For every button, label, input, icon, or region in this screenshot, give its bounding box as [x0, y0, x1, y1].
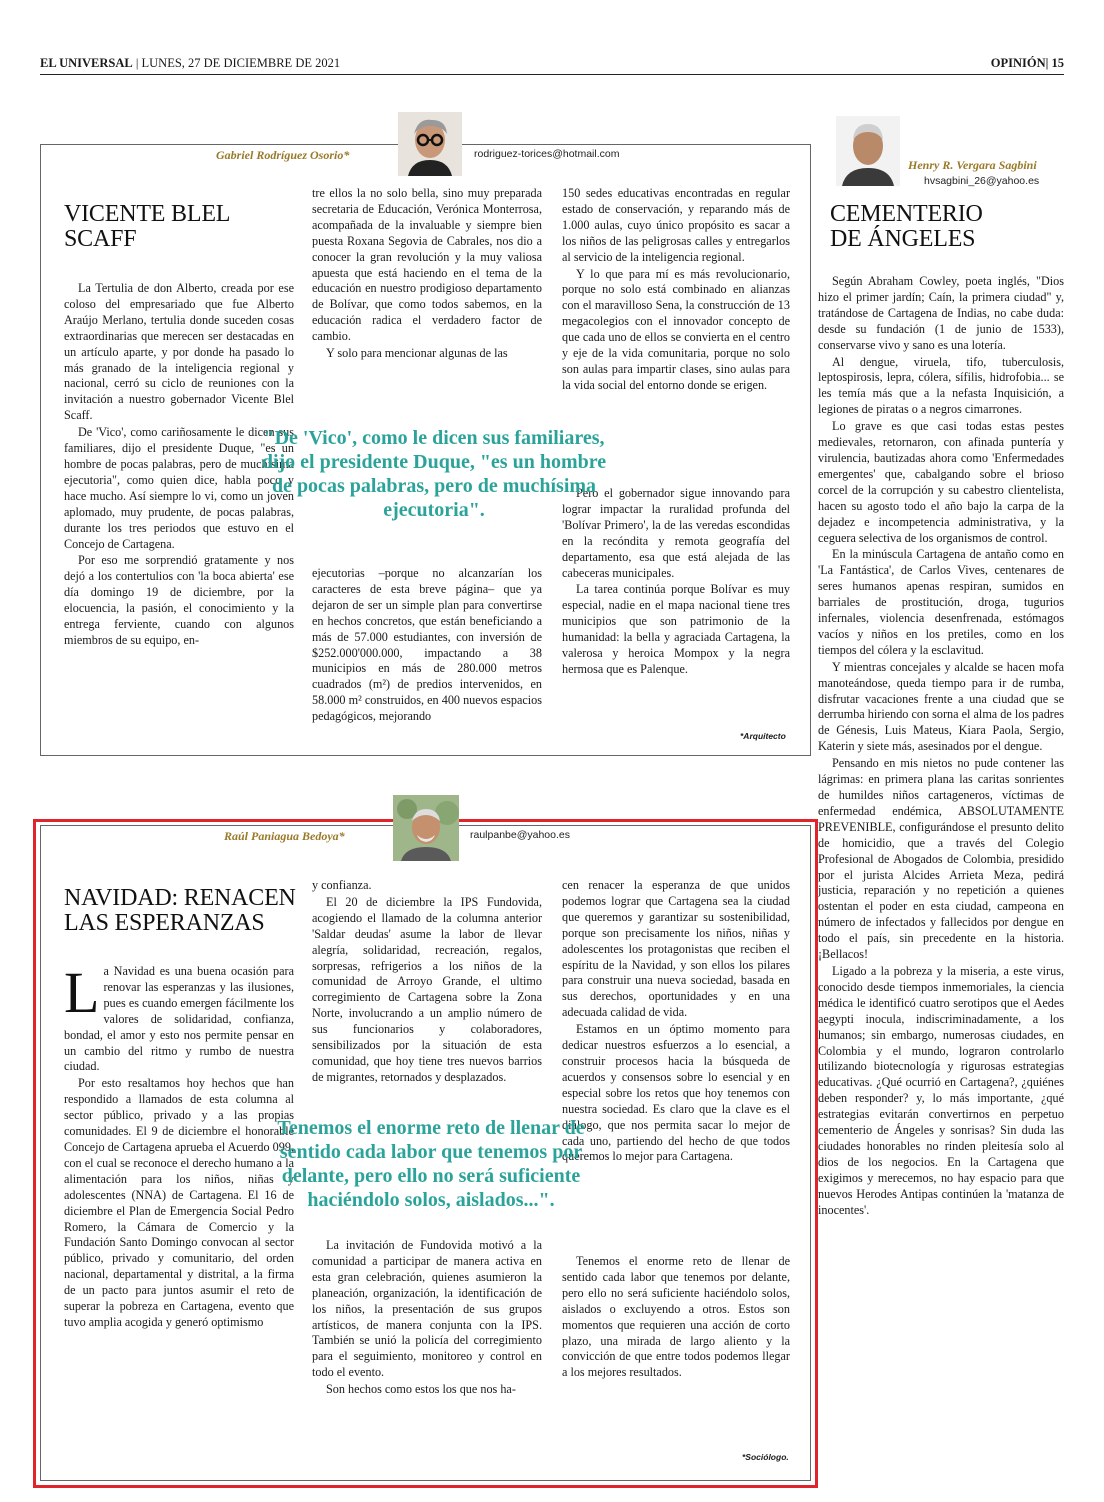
article-column	[312, 186, 542, 408]
article-column	[562, 878, 790, 1164]
article-column	[818, 274, 1064, 1488]
paragraph: Son hechos como estos los que nos ha-	[326, 1382, 516, 1397]
author-email: rodriguez-torices@hotmail.com	[474, 148, 620, 160]
paragraph: Pero el gobernador sigue innovando para lograr impactar la ruralidad profunda del 'Bolívar Primero', la de las veredas escondidas en la recóndita y remota geografía del departamento, esa que está alejada de las cabeceras municipales.	[562, 486, 790, 580]
article-column	[312, 878, 542, 1108]
author-signature: *Sociólogo.	[742, 1452, 789, 1462]
paragraph: Y solo para mencionar algunas de las	[326, 346, 508, 361]
paragraph: y confianza.	[312, 878, 372, 892]
article-column	[562, 1254, 790, 1450]
pull-quote: "De 'Vico', como le dicen sus familiares, dijo el presidente Duque, "es un hombre de pocas palabras, pero de muchísima ejecutoria".	[261, 427, 607, 521]
paragraph: 150 sedes educativas encontradas en regular estado de conservación, y reparando más de 1.000 aulas, cuyo único propósito es sacar a los niños de las peligrosas calles y entregarlos al servicio de la inteligencia regional.	[562, 186, 790, 264]
headline-line: CEMENTERIO	[830, 201, 983, 227]
paragraph	[64, 960, 294, 1075]
article-column	[312, 566, 542, 744]
pull-quote: Tenemos el enorme reto de llenar de sentido cada labor que tenemos por delante, pero ello no será suficiente haciéndolo solos, aislados...".	[277, 1117, 585, 1211]
headline-line: SCAFF	[64, 226, 137, 252]
masthead-rule	[40, 74, 1064, 75]
headline	[830, 202, 1060, 252]
headline	[64, 886, 304, 936]
paragraph: tre ellos la no solo bella, sino muy preparada secretaria de Educación, Verónica Monterrosa, acompañada de la invaluable y siempre bien puesta Roxana Segovia de Cabrales, nos dio a conocer la gran revolución y la muy valiosa apuesta que está haciendo en el tema de la educación en nuestro prodigioso departamento de Bolívar, que como todos sabemos, en la educación radica el verdadero factor de cambio.	[312, 186, 542, 344]
author-name: Henry R. Vergara Sagbini	[908, 158, 1037, 172]
author-email: hvsagbini_26@yahoo.es	[924, 175, 1040, 187]
drop-cap: L	[64, 960, 100, 1025]
paragraph: Según Abraham Cowley, poeta inglés, "Dios hizo el primer jardín; Caín, la primera ciudad" y, tratándose de Cartagena de Indias, no cabe duda: desde su fundación (1 de junio de 1533), conservarse vivo y sano es una lotería.	[818, 274, 1064, 352]
paragraph: Por eso me sorprendió gratamente y nos dejó a los contertulios con 'la boca abierta' ese día domingo 19 de diciembre, por la elocuencia, la pasión, el conocimiento y la entrega ferviente, cuando con algunos miembros de su equipo, en-	[64, 553, 294, 647]
paragraph: Tenemos el enorme reto de llenar de sentido cada labor que tenemos por delante, pero ello no será suficiente haciéndolo solos, aislados o excluyendo a otros. Estos son momentos que requieren una acción de corto plazo, una mirada de largo aliento y la convicción de que entre todos podemos llegar a los mejores resultados.	[562, 1254, 790, 1380]
paragraph: Estamos en un óptimo momento para dedicar nuestros esfuerzos a lo esencial, a construir procesos hacia la búsqueda de acuerdos y consensos sobre lo esencial y en especial sobre los retos que hoy tenemos con nuestra sociedad. Es claro que la clave es el diálogo, que nos permita sacar lo mejor de cada uno, partiendo del hecho de que todos queremos lo mejor para Cartagena.	[562, 1022, 790, 1164]
author-signature: *Arquitecto	[740, 731, 786, 741]
paragraph: La invitación de Fundovida motivó a la comunidad a participar de manera activa en esta gran celebración, quienes asumieron la planeación, organización, la identificación de los niños, la presentación de sus grupos artísticos, de manera conjunta con la IPS. También se unió la policía del corregimiento para el seguimiento, monitoreo y control en todo el evento.	[312, 1238, 542, 1380]
paragraph: Pensando en mis nietos no pude contener las lágrimas: en primera plana las caritas sonrientes de humildes niños cartageneros, víctimas de enfermedad endémica, ABSOLUTAMENTE PREVENIBLE, configurándose el presunto delito de homicidio, que a través del Colegio Profesional de Abogados de Colombia, presidido por el jurista Alcides Arrieta Meza, pedirá justicia, reparación y no repetición a quienes ostentan el poder en esta ciudad, campeona en número de infectados y fallecidos por dengue en todo el país, sin precedente en la historia. ¡Bellacos!	[818, 756, 1064, 962]
paragraph: cen renacer la esperanza de que unidos podemos lograr que Cartagena sea la ciudad que queremos y garantizar su sostenibilidad, porque son precisamente los niños, niñas y adolescentes los protagonistas que reciben el espíritu de la Navidad, y son ellos los pilares para construir una nueva sociedad, basada en sus derechos, oportunidades y en una adecuada calidad de vida.	[562, 878, 790, 1020]
author-photo	[398, 112, 462, 176]
paragraph: Por esto resaltamos hoy hechos que han respondido a llamados de esta columna al sector público, privado y a las propias comunidades. El 9 de diciembre el honorable Concejo de Cartagena aprueba el Acuerdo 099, con el cual se reconoce el derecho humano a la alimentación para los niños, niñas y adolescentes (NNA) de Cartagena. El 16 de diciembre el Plan de Emergencia Social Pedro Romero, la Cámara de Comercio y la Fundación Santo Domingo convocan al sector público, privado y comunitario, del orden nacional, departamental y distrital, a la firma de un pacto para juntos asumir el reto de superar la pobreza en Cartagena, evento que tuvo amplia acogida y generó optimismo	[64, 1076, 294, 1329]
edition-date: | LUNES, 27 DE DICIEMBRE DE 2021	[135, 56, 341, 70]
paragraph: Y mientras concejales y alcalde se hacen mofa manoteándose, queda tiempo para ir de rumba, disfrutar vacaciones frente a una ciudad que se derrumba hiriendo con sorna el alma de los padres de Génesis, Luis Mateus, Kiara Paola, Sergio, Katerin y siete más, asesinados por el dengue.	[818, 659, 1064, 754]
article-column	[312, 1238, 542, 1470]
headline	[64, 202, 284, 252]
headline-line: DE ÁNGELES	[830, 226, 976, 252]
author-name: Gabriel Rodríguez Osorio*	[216, 148, 350, 162]
paragraph: En la minúscula Cartagena de antaño como en 'La Fantástica', de Carlos Vives, centenares de seres humanos apenas respiran, sumidos en barriales de prostitución, droga, tugurios infernales, violencia desenfrenada, estómagos vacíos y niños en los pretiles, como en los tiempos del cólera y la esclavitud.	[818, 547, 1064, 657]
headline-line: VICENTE BLEL	[64, 201, 231, 227]
paragraph: Lo grave es que casi todas estas pestes medievales, retornaron, con afinada puntería y virulencia, bautizadas ahora como 'Enfermedades emergentes' que, cabalgando sobre el brioso corcel de la corrupción y su cabestro clientelista, hacen su agosto todo el año bajo la carpa de la dejadez e incompetencia administrativa, y la ceguera selectiva de los organismos de control.	[818, 419, 1064, 545]
author-email: raulpanbe@yahoo.es	[470, 829, 570, 841]
article-column	[562, 486, 790, 726]
paragraph: Al dengue, viruela, tifo, tuberculosis, leptospirosis, lepra, cólera, sífilis, hidrofobia... se les temía más que a la nefasta Inquisición, a legiones de piratas o a negros cimarrones.	[818, 354, 1064, 417]
paragraph-text: a Navidad es una buena ocasión para renovar las esperanzas y las ilusiones, pues es cuando emergen fácilmente los valores de solidaridad, confianza, bondad, el amor y esto nos permite pensar en un cambio del ritmo y rumbo de nuestra ciudad.	[64, 964, 294, 1074]
article-column	[562, 186, 790, 414]
paper-name: EL UNIVERSAL	[40, 56, 133, 70]
author-photo	[836, 116, 900, 186]
paragraph: ejecutorias –porque no alcanzarían los caracteres de esta breve página– que ya dejaron de ser un simple plan para convertirse en hechos concretos, que están beneficiando a más de 57.000 estudiantes, con inversión de $252.000'000.000, impactando a 38 municipios en más de 280.000 metros cuadrados (m²) de predios intervenidos, en 58.000 m² construidos, en 400 nuevos espacios pedagógicos, mejorando	[312, 566, 542, 724]
masthead-left	[40, 56, 340, 71]
headline-line: LAS ESPERANZAS	[64, 910, 265, 936]
paragraph: Ligado a la pobreza y la miseria, a este virus, conocido desde tiempos inmemoriales, la ciencia médica le identificó cuatro serotipos que el Aedes aegypti inocula, indiscriminadamente, a los humanos; sin embargo, numerosas ciudades, en Colombia y el mundo, lograron controlarlo utilizando biotecnología y rigurosas estrategias educativas. ¿Qué ocurrió en Cartagena?, ¿quiénes deben responder? y, lo más importante, ¿qué estrategias evitarán convertirnos en perpetuo cementerio de Ángeles y sonrisas? Sin duda las ciudades honorables no rinden pleitesía solo al dios de los negocios. En la Cartagena que exigimos y merecemos, no hay espacio para que nuevos Herodes Antipas continúen la 'matanza de inocentes'.	[818, 963, 1064, 1217]
paragraph: La tarea continúa porque Bolívar es muy especial, nadie en el mapa nacional tiene tres municipios que son patrimonio de la humanidad: la bella y agraciada Cartagena, la valerosa y heroica Mompox y la negra hermosa que es Palenque.	[562, 582, 790, 676]
paragraph: La Tertulia de don Alberto, creada por ese coloso del empresariado que fue Alberto Araújo Merlano, tertulia donde suceden cosas extraordinarias que merecen ser destacadas en un artículo aparte, y por donde ha pasado lo más granado de la inteligencia regional y nacional, cerró su ciclo de reuniones con la invitación a nuestro gobernador Vicente Blel Scaff.	[64, 281, 294, 423]
article-column	[64, 960, 294, 1468]
section-page: OPINIÓN| 15	[990, 56, 1064, 70]
paragraph: El 20 de diciembre la IPS Fundovida, acogiendo el llamado de la columna anterior 'Saldar deudas' asume la labor de llevar alegría, solidaridad, recreación, regalos, sorpresas, refrigerios a los niños de la comunidad de Arroyo Grande, el ultimo corregimiento de Cartagena sobre la Zona Norte, involucrando a un amplio número de sus funcionarios y colaboradores, sensibilizados por la situación de esta comunidad, que hoy tiene tres nuevos barrios de migrantes, retornados y desplazados.	[312, 894, 542, 1084]
author-name: Raúl Paniagua Bedoya*	[224, 829, 345, 843]
paragraph: Y lo que para mí es más revolucionario, porque no solo está combinado en alianzas con el maravilloso Sena, la construcción de 13 megacolegios con el innovador concepto de que cada uno de ellos se convierta en el centro y eje de la vida comunitaria, porque no solo son aulas para impartir clases, sino aulas para la vida social del entorno donde se erigen.	[562, 266, 790, 392]
paragraph: De 'Vico', como cariñosamente le dicen sus familiares, dijo el presidente Duque, "es un hombre de pocas palabras, pero de muchísima ejecutoria", como quien dice, habla poco y hace mucho. Así siempre lo vi, como un joven aplomado, muy prudente, de pocas palabras, durante los tres periodos que estuvo en el Concejo de Cartagena.	[64, 425, 294, 551]
headline-line: NAVIDAD: RENACEN	[64, 885, 296, 911]
author-photo	[393, 795, 459, 861]
